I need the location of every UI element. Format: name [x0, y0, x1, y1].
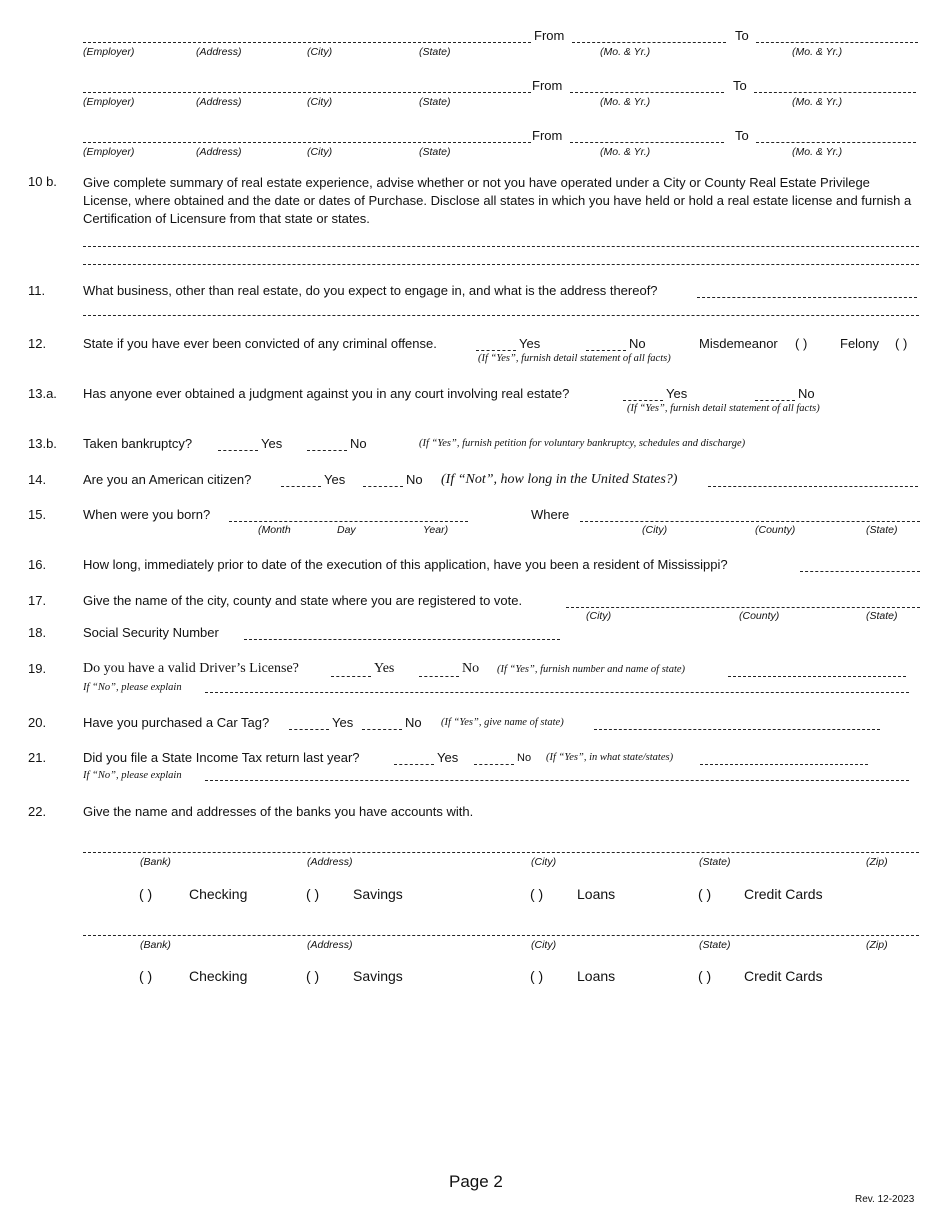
- credit-cards-checkbox[interactable]: ( ): [698, 886, 712, 902]
- checking-checkbox[interactable]: ( ): [139, 886, 153, 902]
- to-date-field[interactable]: [756, 142, 916, 143]
- q22-text: Give the name and addresses of the banks you have accounts with.: [83, 804, 474, 819]
- savings-checkbox[interactable]: ( ): [306, 886, 320, 902]
- state-label: (State): [419, 46, 451, 58]
- q21-note: (If “Yes”, in what state/states): [546, 752, 674, 763]
- q15-birthplace-field[interactable]: [580, 521, 920, 522]
- q13a-no-blank[interactable]: [755, 400, 795, 401]
- employer-label: (Employer): [83, 46, 135, 58]
- bank-label: (Bank): [140, 939, 171, 951]
- q19-explain-field[interactable]: [205, 692, 909, 693]
- q14-no-blank[interactable]: [363, 486, 403, 487]
- q18-text: Social Security Number: [83, 625, 219, 640]
- from-date-field[interactable]: [570, 92, 724, 93]
- bank-label: (Bank): [140, 856, 171, 868]
- q17-text: Give the name of the city, county and state where you are registered to vote.: [83, 593, 523, 608]
- q19-yes-blank[interactable]: [331, 676, 371, 677]
- q14-text: Are you an American citizen?: [83, 472, 252, 487]
- q13b-no-blank[interactable]: [307, 450, 347, 451]
- q13b-yes-label: Yes: [261, 436, 283, 451]
- q19-license-field[interactable]: [728, 676, 906, 677]
- from-date-field[interactable]: [570, 142, 724, 143]
- q21-no-label: No: [517, 752, 532, 764]
- q20-no-blank[interactable]: [362, 729, 402, 730]
- savings-label: Savings: [353, 886, 403, 902]
- q20-no-label: No: [405, 715, 422, 730]
- employer-field[interactable]: [83, 142, 531, 143]
- q14-no-label: No: [406, 472, 423, 487]
- q19-text: Do you have a valid Driver’s License?: [83, 661, 299, 676]
- credit-cards-checkbox[interactable]: ( ): [698, 968, 712, 984]
- q16-number: 16.: [28, 557, 47, 572]
- q21-number: 21.: [28, 750, 47, 765]
- checking-label: Checking: [189, 886, 248, 902]
- to-label: To: [735, 28, 749, 43]
- loans-label: Loans: [577, 968, 616, 984]
- q21-yes-blank[interactable]: [394, 764, 434, 765]
- checking-checkbox[interactable]: ( ): [139, 968, 153, 984]
- q14-yes-blank[interactable]: [281, 486, 321, 487]
- q15-city-label: (City): [642, 524, 668, 536]
- address-label: (Address): [196, 96, 242, 108]
- q19-no-blank[interactable]: [419, 676, 459, 677]
- q12-felony-checkbox[interactable]: ( ): [895, 336, 908, 351]
- q20-yes-blank[interactable]: [289, 729, 329, 730]
- from-moyr-label: (Mo. & Yr.): [600, 146, 651, 158]
- q20-yes-label: Yes: [332, 715, 354, 730]
- to-label: To: [735, 128, 749, 143]
- q15-where-label: Where: [531, 507, 570, 522]
- q14-number: 14.: [28, 472, 47, 487]
- q12-yes-blank[interactable]: [476, 350, 516, 351]
- q13b-number: 13.b.: [28, 436, 57, 451]
- q15-text: When were you born?: [83, 507, 211, 522]
- bank-info-line[interactable]: [83, 935, 919, 936]
- loans-checkbox[interactable]: ( ): [530, 968, 544, 984]
- bank-address-label: (Address): [307, 939, 353, 951]
- q13a-number: 13.a.: [28, 386, 57, 401]
- state-label: (State): [419, 96, 451, 108]
- q19-yes-label: Yes: [374, 661, 395, 676]
- q20-state-field[interactable]: [594, 729, 880, 730]
- checking-label: Checking: [189, 968, 248, 984]
- q12-no-blank[interactable]: [586, 350, 626, 351]
- to-label: To: [733, 78, 747, 93]
- q17-answer-field[interactable]: [566, 607, 920, 608]
- q21-explain-label: If “No”, please explain: [83, 770, 182, 781]
- credit-cards-label: Credit Cards: [744, 968, 823, 984]
- q14-yes-label: Yes: [324, 472, 346, 487]
- q21-yes-label: Yes: [437, 750, 459, 765]
- q17-county-label: (County): [739, 610, 780, 622]
- from-label: From: [532, 78, 563, 93]
- q10b-answer-line[interactable]: [83, 264, 919, 265]
- bank-zip-label: (Zip): [866, 939, 888, 951]
- q20-text: Have you purchased a Car Tag?: [83, 715, 270, 730]
- q13b-no-label: No: [350, 436, 367, 451]
- q12-felony-label: Felony: [840, 336, 880, 351]
- employer-label: (Employer): [83, 146, 135, 158]
- q12-text: State if you have ever been convicted of any criminal offense.: [83, 336, 437, 351]
- state-label: (State): [419, 146, 451, 158]
- q13b-yes-blank[interactable]: [218, 450, 258, 451]
- q18-number: 18.: [28, 625, 47, 640]
- address-label: (Address): [196, 146, 242, 158]
- from-moyr-label: (Mo. & Yr.): [600, 96, 651, 108]
- revision-label: Rev. 12-2023: [855, 1194, 915, 1205]
- q15-state-label: (State): [866, 524, 898, 536]
- savings-checkbox[interactable]: ( ): [306, 968, 320, 984]
- bank-state-label: (State): [699, 856, 731, 868]
- loans-label: Loans: [577, 886, 616, 902]
- q19-note: (If “Yes”, furnish number and name of state): [497, 664, 686, 675]
- q14-answer-field[interactable]: [708, 486, 918, 487]
- q12-yes-label: Yes: [519, 336, 541, 351]
- q15-number: 15.: [28, 507, 47, 522]
- q13a-no-label: No: [798, 386, 815, 401]
- q15-county-label: (County): [755, 524, 796, 536]
- from-moyr-label: (Mo. & Yr.): [600, 46, 651, 58]
- q13a-text: Has anyone ever obtained a judgment against you in any court involving real estate?: [83, 386, 570, 401]
- address-label: (Address): [196, 46, 242, 58]
- q13b-note: (If “Yes”, furnish petition for voluntary bankruptcy, schedules and discharge): [419, 438, 746, 449]
- bank-state-label: (State): [699, 939, 731, 951]
- from-label: From: [534, 28, 565, 43]
- to-moyr-label: (Mo. & Yr.): [792, 46, 843, 58]
- employer-field[interactable]: [83, 42, 531, 43]
- bank-zip-label: (Zip): [866, 856, 888, 868]
- q10b-answer-line[interactable]: [83, 246, 919, 247]
- q13a-note: (If “Yes”, furnish detail statement of all facts): [627, 403, 820, 414]
- q21-state-field[interactable]: [700, 764, 868, 765]
- q15-day-label: Day: [337, 524, 356, 536]
- bank-address-label: (Address): [307, 856, 353, 868]
- q13a-yes-blank[interactable]: [623, 400, 663, 401]
- q20-note: (If “Yes”, give name of state): [441, 717, 564, 728]
- q15-year-label: Year): [423, 524, 449, 536]
- employer-field[interactable]: [83, 92, 531, 93]
- q18-ssn-field[interactable]: [244, 639, 560, 640]
- employer-label: (Employer): [83, 96, 135, 108]
- city-label: (City): [307, 96, 333, 108]
- q16-answer-field[interactable]: [800, 571, 920, 572]
- q19-no-label: No: [462, 661, 480, 676]
- q11-text: What business, other than real estate, do you expect to engage in, and what is the address thereof?: [83, 283, 658, 298]
- to-date-field[interactable]: [756, 42, 918, 43]
- city-label: (City): [307, 146, 333, 158]
- q17-state-label: (State): [866, 610, 898, 622]
- q13a-yes-label: Yes: [666, 386, 688, 401]
- page-number: Page 2: [449, 1172, 503, 1191]
- city-label: (City): [307, 46, 333, 58]
- q13b-text: Taken bankruptcy?: [83, 436, 193, 451]
- loans-checkbox[interactable]: ( ): [530, 886, 544, 902]
- to-moyr-label: (Mo. & Yr.): [792, 96, 843, 108]
- q15-birthdate-field[interactable]: [229, 521, 468, 522]
- q20-number: 20.: [28, 715, 47, 730]
- q11-answer-line[interactable]: [83, 315, 919, 316]
- q12-note: (If “Yes”, furnish detail statement of all facts): [478, 353, 671, 364]
- q16-text: How long, immediately prior to date of the execution of this application, have you been a resident of Mississippi?: [83, 557, 728, 572]
- q22-number: 22.: [28, 804, 47, 819]
- bank-city-label: (City): [531, 939, 557, 951]
- q10b-text: Give complete summary of real estate experience, advise whether or not you have operated under a City or County Real Estate Privilege License, where obtained and the date or dates of Purchase. Disclose all states in which you have held or hold a real estate license and furnish a Certification of Licensure from that state or states.: [83, 175, 912, 226]
- bank-city-label: (City): [531, 856, 557, 868]
- q11-answer-field[interactable]: [697, 297, 917, 298]
- q19-explain-label: If “No”, please explain: [83, 682, 182, 693]
- q21-text: Did you file a State Income Tax return last year?: [83, 750, 360, 765]
- q10b-number: 10 b.: [28, 174, 57, 189]
- credit-cards-label: Credit Cards: [744, 886, 823, 902]
- q12-number: 12.: [28, 336, 47, 351]
- q19-number: 19.: [28, 661, 47, 676]
- q14-note: (If “Not”, how long in the United States?): [441, 472, 678, 487]
- from-date-field[interactable]: [572, 42, 726, 43]
- to-moyr-label: (Mo. & Yr.): [792, 146, 843, 158]
- q21-explain-field[interactable]: [205, 780, 909, 781]
- q11-number: 11.: [28, 283, 46, 298]
- q12-misdemeanor-label: Misdemeanor: [699, 336, 778, 351]
- q17-city-label: (City): [586, 610, 612, 622]
- q21-no-blank[interactable]: [474, 764, 514, 765]
- q12-misdemeanor-checkbox[interactable]: ( ): [795, 336, 808, 351]
- q15-month-label: (Month: [258, 524, 291, 536]
- bank-info-line[interactable]: [83, 852, 919, 853]
- q17-number: 17.: [28, 593, 47, 608]
- from-label: From: [532, 128, 563, 143]
- to-date-field[interactable]: [754, 92, 916, 93]
- q12-no-label: No: [629, 336, 646, 351]
- savings-label: Savings: [353, 968, 403, 984]
